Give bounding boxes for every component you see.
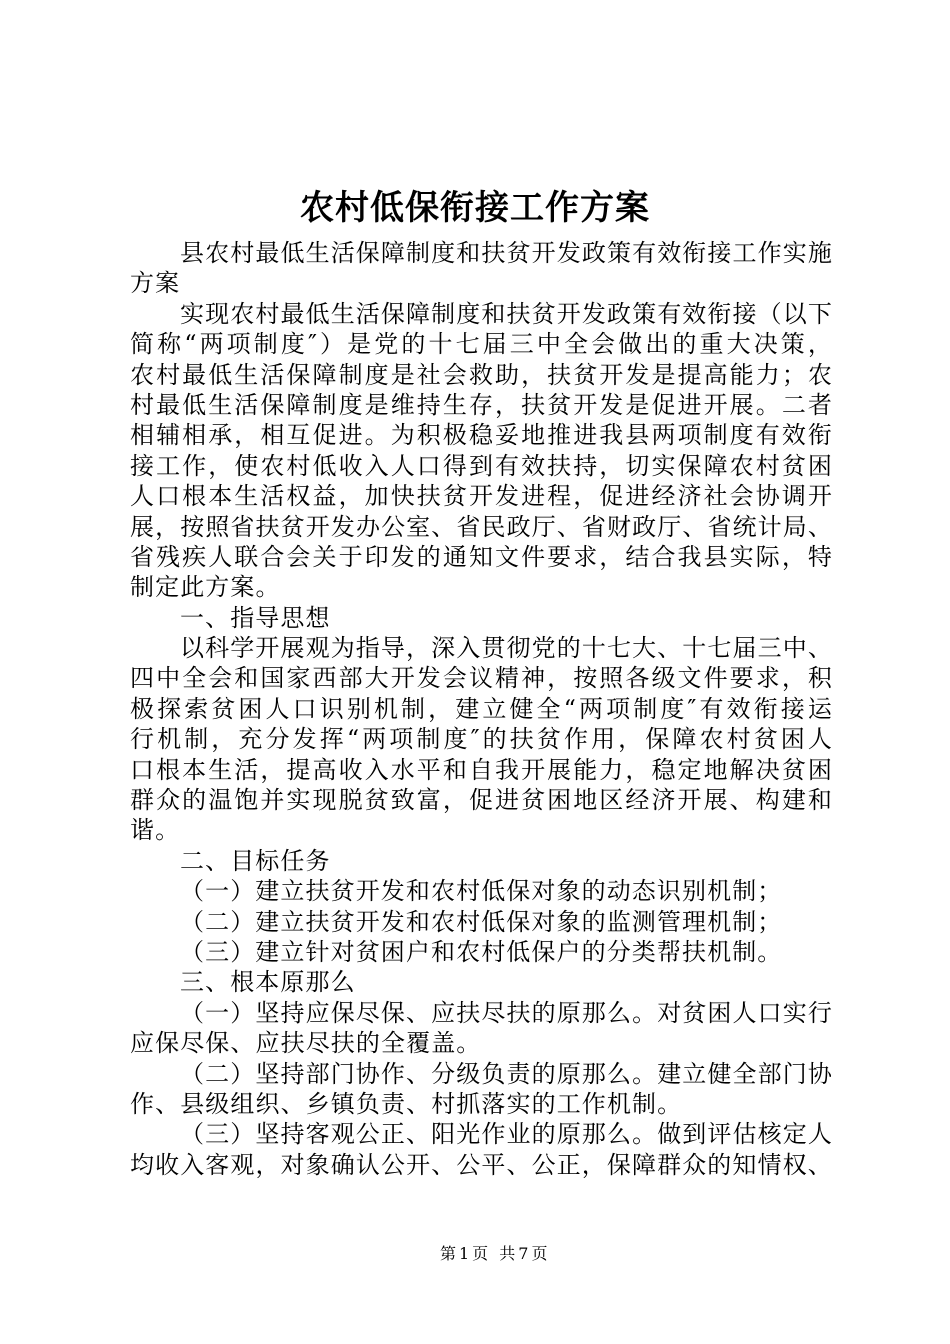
text-line: 相辅相承，相互促进。为积极稳妥地推进我县两项制度有效衔 [130,421,833,450]
text-line: 口根本生活，提高收入水平和自我开展能力，稳定地解决贫困 [130,755,833,784]
text-line: 行机制，充分发挥“两项制度″的扶贫作用，保障农村贫困人 [130,725,833,754]
paragraph [130,1059,833,1120]
text-line: 实现农村最低生活保障制度和扶贫开发政策有效衔接（以下 [180,299,833,328]
paragraph [130,937,833,967]
text-line: （一）建立扶贫开发和农村低保对象的动态识别机制； [180,877,783,906]
page-number-footer: 第1页 共7页 [440,1244,551,1263]
text-line: （三）坚持客观公正、阳光作业的原那么。做到评估核定人 [180,1120,833,1149]
paragraph [130,967,833,997]
text-line: 人口根本生活权益，加快扶贫开发进程，促进经济社会协调开 [130,482,833,511]
text-line: 展，按照省扶贫开发办公室、省民政厅、省财政厅、省统计局、 [130,512,833,541]
document-title: 农村低保衔接工作方案 [300,188,650,228]
text-line: 以科学开展观为指导，深入贯彻党的十七大、十七届三中、 [180,634,833,663]
text-line: 均收入客观，对象确认公开、公平、公正，保障群众的知情权、 [130,1150,833,1179]
paragraph [130,876,833,906]
text-line: 二、目标任务 [180,846,331,875]
text-line: 作、县级组织、乡镇负责、村抓落实的工作机制。 [130,1089,683,1118]
text-line: 方案 [130,269,181,298]
paragraph [130,1119,833,1180]
text-line: 县农村最低生活保障制度和扶贫开发政策有效衔接工作实施 [180,239,833,267]
text-line: （二）坚持部门协作、分级负责的原那么。建立健全部门协 [180,1059,833,1088]
text-line: 四中全会和国家西部大开发会议精神，按照各级文件要求，积 [130,664,833,693]
text-line: 极探索贫困人口识别机制，建立健全“两项制度″有效衔接运 [130,694,833,723]
paragraph [130,846,833,876]
paragraph [130,238,833,299]
text-line: （一）坚持应保尽保、应扶尽扶的原那么。对贫困人口实行 [180,998,833,1027]
text-line: 省残疾人联合会关于印发的通知文件要求，结合我县实际，特 [130,542,833,571]
paragraph [130,907,833,937]
text-line: 群众的温饱并实现脱贫致富，促进贫困地区经济开展、构建和 [130,786,833,815]
text-line: 村最低生活保障制度是维持生存，扶贫开发是促进开展。二者 [130,390,833,419]
text-line: 农村最低生活保障制度是社会救助，扶贫开发是提高能力；农 [130,360,833,389]
text-line: 一、指导思想 [180,603,331,632]
document-body [130,238,833,1180]
text-line: （二）建立扶贫开发和农村低保对象的监测管理机制； [180,907,783,936]
text-line: 谐。 [130,816,181,845]
text-line: （三）建立针对贫困户和农村低保户的分类帮扶机制。 [180,937,783,966]
paragraph [130,998,833,1059]
text-line: 应保尽保、应扶尽扶的全覆盖。 [130,1029,482,1058]
paragraph [130,299,833,603]
text-line: 接工作，使农村低收入人口得到有效扶持，切实保障农村贫困 [130,451,833,480]
text-line: 简称“两项制度″）是党的十七届三中全会做出的重大决策， [130,330,833,359]
paragraph [130,633,833,846]
text-line: 制定此方案。 [130,573,281,602]
text-line: 三、根本原那么 [180,968,356,997]
paragraph [130,603,833,633]
